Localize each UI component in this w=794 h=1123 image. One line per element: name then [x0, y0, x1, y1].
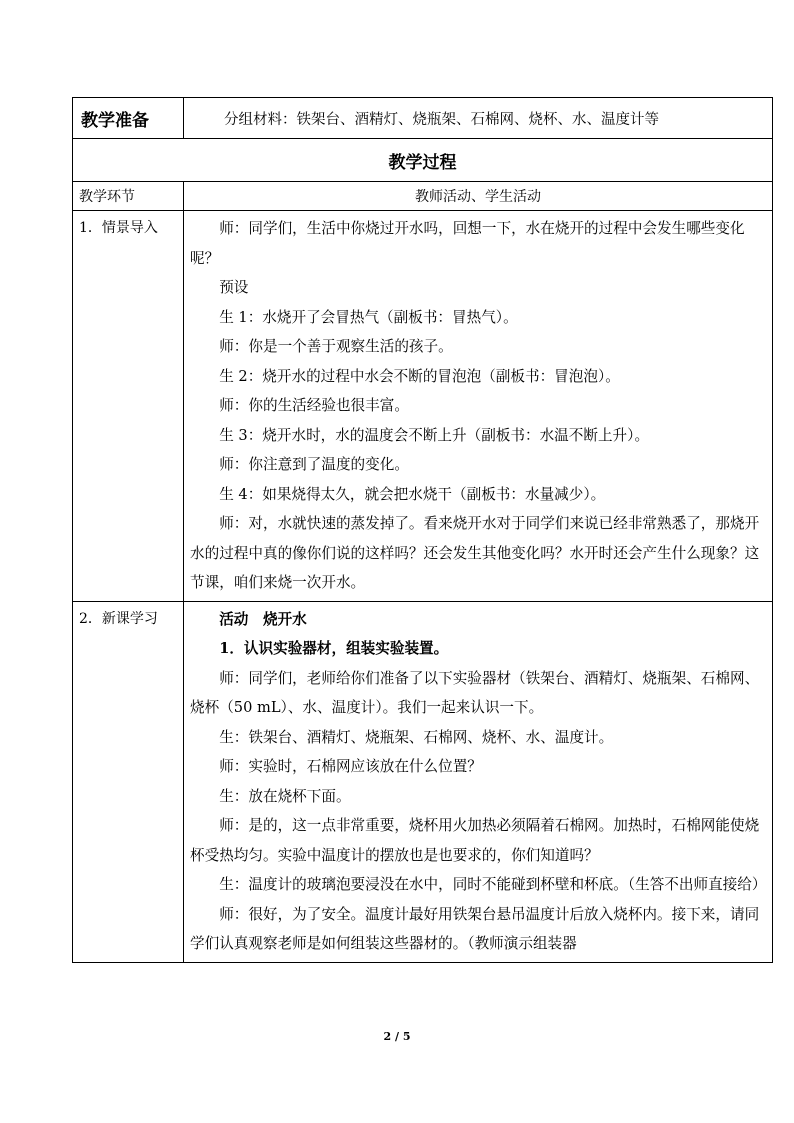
prep-label: 教学准备 — [73, 98, 184, 139]
section1-stage: 1．情景导入 — [73, 211, 184, 602]
dialogue-paragraph: 师：同学们，生活中你烧过开水吗，回想一下，水在烧开的过程中会发生哪些变化呢？ — [190, 220, 745, 267]
process-title: 教学过程 — [73, 139, 773, 182]
section2-body — [184, 601, 773, 962]
lesson-plan-table — [72, 97, 773, 963]
dialogue-paragraph: 生：铁架台、酒精灯、烧瓶架、石棉网、烧杯、水、温度计。 — [219, 728, 614, 746]
dialogue-paragraph: 师：很好，为了安全。温度计最好用铁架台悬吊温度计后放入烧杯内。接下来，请同学们认真观察老师是如何组装这些器材的。（教师演示组装器 — [190, 905, 760, 952]
dialogue-paragraph: 师：对，水就快速的蒸发掉了。看来烧开水对于同学们来说已经非常熟悉了，那烧开水的过程中真的像你们说的这样吗？还会发生其他变化吗？水开时还会产生什么现象？这节课，咱们来烧一次开水。 — [190, 515, 760, 591]
process-title-row — [73, 139, 773, 182]
prep-row — [73, 98, 773, 139]
dialogue-paragraph: 师：实验时，石棉网应该放在什么位置？ — [219, 758, 482, 775]
dialogue-paragraph: 生 3：烧开水时，水的温度会不断上升（副板书：水温不断上升）。 — [219, 426, 650, 444]
section1-row — [73, 211, 773, 602]
dialogue-paragraph: 师：你的生活经验也很丰富。 — [219, 397, 409, 414]
prep-content: 分组材料：铁架台、酒精灯、烧瓶架、石棉网、烧杯、水、温度计等 — [184, 98, 773, 139]
dialogue-paragraph: 生：放在烧杯下面。 — [219, 787, 351, 805]
header-row — [73, 182, 773, 211]
dialogue-paragraph: 生 2：烧开水的过程中水会不断的冒泡泡（副板书：冒泡泡）。 — [219, 367, 620, 385]
dialogue-paragraph: 师：你注意到了温度的变化。 — [219, 456, 409, 473]
dialogue-paragraph: 师：是的，这一点非常重要，烧杯用火加热必须隔着石棉网。加热时，石棉网能使烧杯受热均匀。实验中温度计的摆放也是也要求的，你们知道吗？ — [190, 817, 760, 864]
section2-row — [73, 601, 773, 962]
dialogue-paragraph: 生 1：水烧开了会冒热气（副板书：冒热气）。 — [219, 308, 518, 326]
header-activities: 教师活动、学生活动 — [184, 182, 773, 211]
dialogue-paragraph: 生：温度计的玻璃泡要浸没在水中，同时不能碰到杯壁和杯底。（生答不出师直接给） — [219, 876, 767, 893]
dialogue-paragraph: 生 4：如果烧得太久，就会把水烧干（副板书：水量减少）。 — [219, 485, 606, 503]
activity-heading: 活动 烧开水 — [219, 610, 307, 628]
header-stage: 教学环节 — [73, 182, 184, 211]
document-page — [72, 97, 767, 963]
section2-stage: 2．新课学习 — [73, 601, 184, 962]
step-heading: 1．认识实验器材，组装实验装置。 — [219, 640, 449, 657]
dialogue-paragraph: 预设 — [219, 279, 249, 296]
page-number: 2 / 5 — [383, 1030, 411, 1043]
dialogue-paragraph: 师：你是一个善于观察生活的孩子。 — [219, 338, 453, 355]
dialogue-paragraph: 师：同学们，老师给你们准备了以下实验器材（铁架台、酒精灯、烧瓶架、石棉网、烧杯（50 mL）、水、温度计）。我们一起来认识一下。 — [190, 669, 760, 716]
section1-body — [184, 211, 773, 602]
